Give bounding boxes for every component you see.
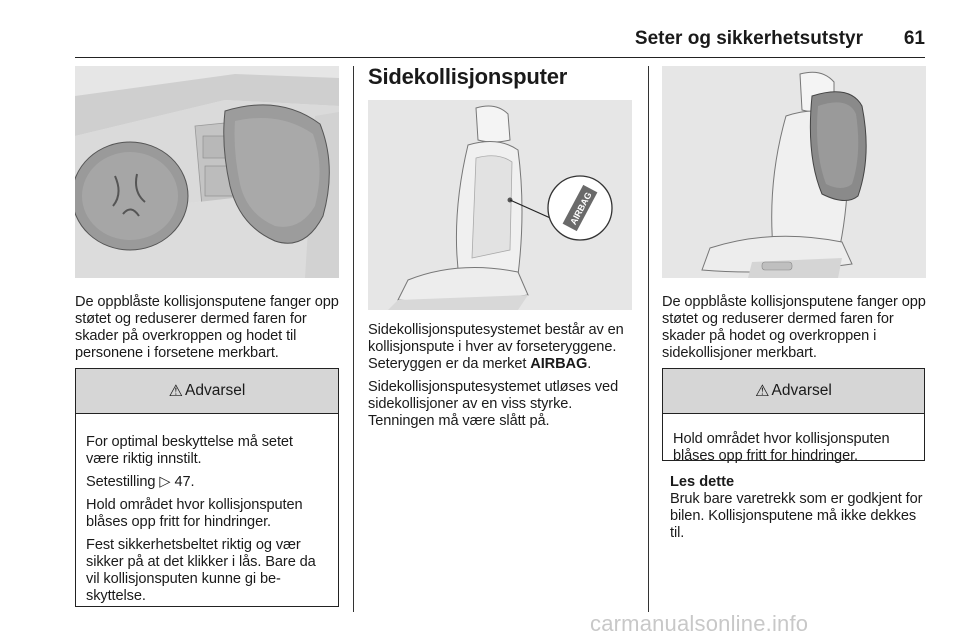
warning-header	[76, 369, 338, 414]
side-airbag-para-1-end: .	[587, 356, 592, 372]
front-airbags-illustration	[75, 66, 339, 278]
front-airbag-caption: De oppblåste kollisjonsputene fanger opp støtet og reduserer dermed faren for skader på overkroppen og hodet til personene i forsetene merkbart.	[75, 294, 339, 361]
page-header	[75, 26, 925, 58]
section-title: Seter og sikkerhetsutstyr	[634, 28, 863, 49]
page-ref-number: 47.	[174, 474, 195, 490]
warning-title: Advarsel	[185, 382, 246, 399]
warning-para-3: Hold området hvor kollisjonsputen blåses opp fritt for hindringer.	[86, 497, 303, 530]
side-airbag-caption: De oppblåste kollisjonsputene fanger opp støtet og reduserer dermed faren for skader på hodet og overkroppen i sidekollisjoner merkbart.	[662, 294, 926, 361]
warning-triangle-icon: ⚠	[168, 383, 184, 400]
warning-triangle-icon: ⚠	[755, 383, 770, 400]
seat-airbag-label-illustration	[368, 100, 632, 310]
seat-adjustment-text: Setestilling	[86, 474, 160, 490]
note-box	[670, 474, 930, 542]
column-divider-2	[648, 66, 649, 612]
airbag-mark-bold: AIRBAG	[530, 356, 588, 372]
note-title: Les dette	[670, 474, 735, 490]
warning-para-2	[86, 474, 328, 491]
side-airbag-para-1	[368, 322, 640, 373]
side-airbags-heading: Sidekollisjonsputer	[368, 64, 568, 89]
warning-box-1	[75, 368, 339, 607]
column-divider-1	[353, 66, 354, 612]
warning-para-1: For optimal beskyttelse må setet være riktig innstilt.	[86, 434, 293, 467]
note-text: Bruk bare varetrekk som er godkjent for bilen. Kollisjonsputene må ikke dekkes til.	[670, 491, 923, 541]
warning-2-para-1: Hold området hvor kollisjonsputen blåses opp fritt for hindringer.	[673, 431, 890, 464]
watermark: carmanualsonline.info	[590, 611, 809, 636]
inflated-side-airbag-illustration	[662, 66, 926, 278]
side-airbag-para-1-text: Sidekollisjonsputesystemet består av en kollisjonspute i hver av forseteryggene. Seteryggen er da merket	[368, 322, 624, 372]
page-number: 61	[903, 28, 925, 49]
warning-para-4: Fest sikkerhetsbeltet riktig og vær sikker på at det klikker i lås. Bare da vil kollisjonsputen kunne gi beskyttelse.	[86, 537, 316, 604]
airbag-label-text: AIRBAG	[568, 190, 594, 227]
side-airbag-para-2: Sidekollisjonsputesystemet utløses ved sidekollisjoner av en viss styrke. Tenningen må være slått på.	[368, 379, 619, 429]
warning-title-2: Advarsel	[771, 382, 832, 399]
warning-box-2	[662, 368, 925, 464]
page-ref-icon: ▷	[159, 474, 171, 490]
warning-header-2	[663, 369, 924, 414]
side-airbags-text	[368, 322, 640, 430]
